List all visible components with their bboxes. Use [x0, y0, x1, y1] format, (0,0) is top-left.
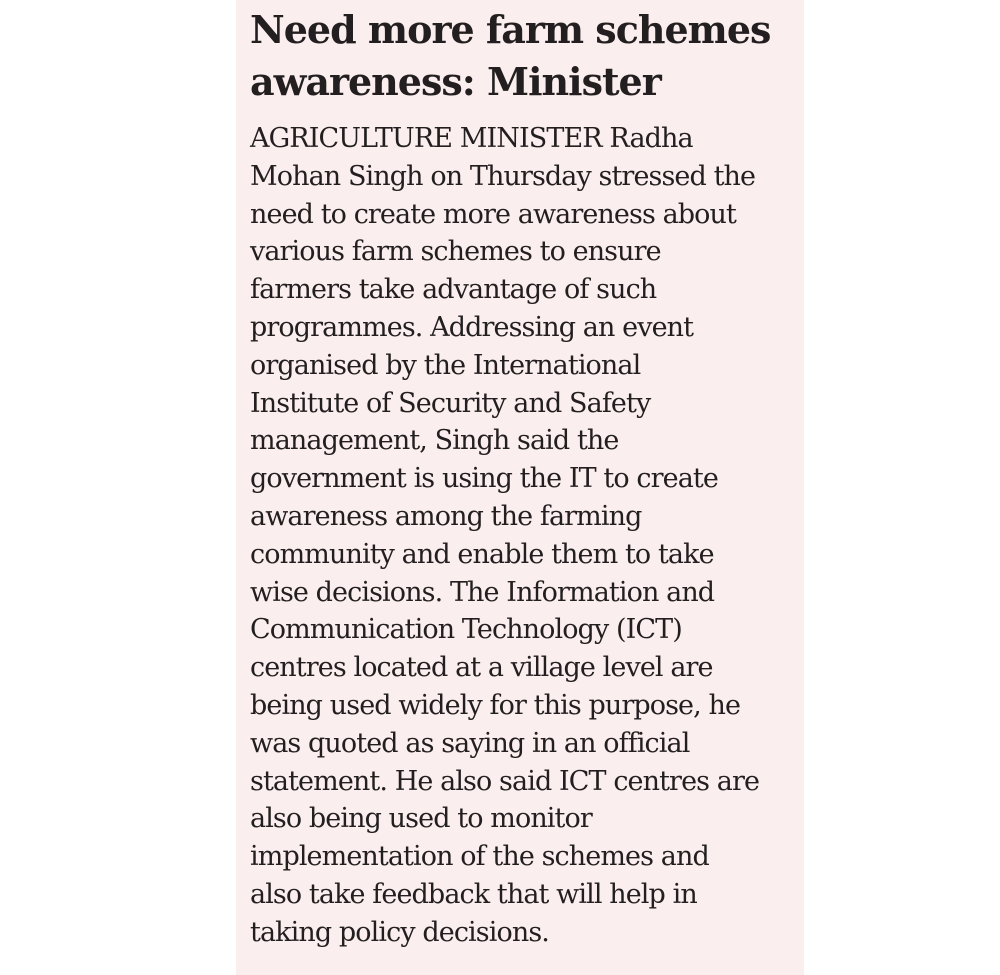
news-article [236, 0, 804, 975]
article-body: AGRICULTURE MINISTER Radha Mohan Singh on Thursday stressed the need to create more awareness about various farm schemes to ensure farmers take advantage of such programmes. Addressing an event organised by the International Institute of Security and Safety management, Singh said the government is using the IT to create awareness among the farming community and enable them to take wise decisions. The Information and Communication Technology (ICT) centres located at a village level are being used widely for this purpose, he was quoted as saying in an official statement. He also said ICT centres are also being used to monitor implementation of the schemes and also take feedback that will help in taking policy decisions. [250, 123, 760, 948]
article-headline: Need more farm schemes awareness: Minister [250, 7, 771, 104]
